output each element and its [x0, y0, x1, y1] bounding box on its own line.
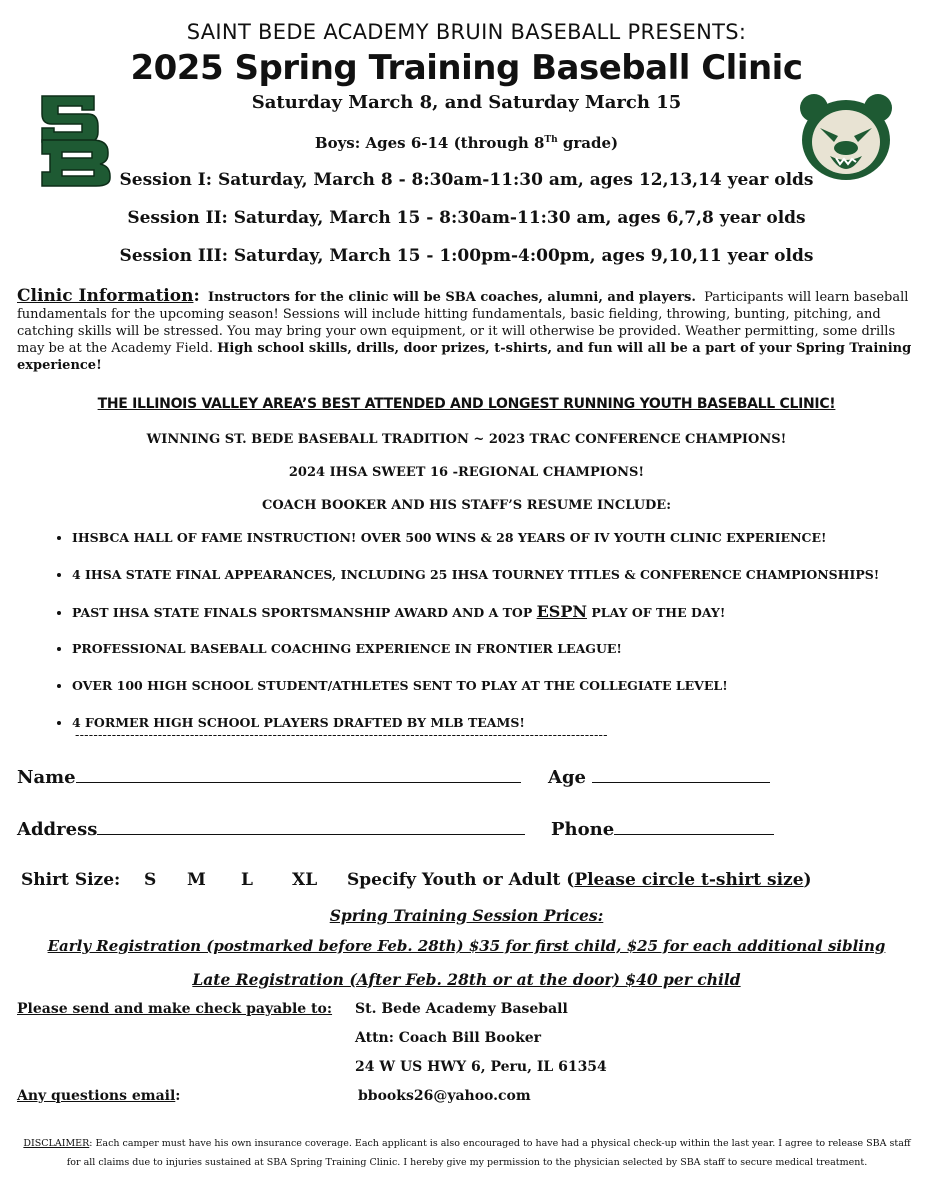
divider: -------------------------------------------------------------------------------------------------------------------- — [75, 728, 608, 743]
late-registration: Late Registration (After Feb. 28th or at the door) $40 per child — [192, 970, 741, 989]
espn-item-before: PAST IHSA STATE FINALS SPORTSMANSHIP AWARD AND A TOP — [72, 605, 537, 620]
list-item: • OVER 100 HIGH SCHOOL STUDENT/ATHLETES SENT TO PLAY AT THE COLLEGIATE LEVEL! — [72, 676, 932, 713]
close-paren: ) — [803, 870, 812, 890]
resume-intro: COACH BOOKER AND HIS STAFF’S RESUME INCLUDE: — [261, 498, 672, 513]
phone-field[interactable] — [551, 818, 774, 840]
questions-text: Any questions email — [17, 1088, 176, 1104]
address-label: Address — [17, 819, 98, 840]
questions-colon: : — [175, 1088, 181, 1104]
specify-text: Specify Youth or Adult ( — [347, 870, 575, 890]
espn-text: ESPN — [536, 602, 587, 621]
list-item — [72, 602, 932, 639]
clinic-info-outro: High school skills, drills, door prizes, t-shirts, and fun will all be a part of your Spring Training experience! — [17, 341, 912, 373]
clinic-info-body: Participants will learn baseball fundamentals for the upcoming season! Sessions will include hitting fundamentals, basic fielding, throwing, bunting, pitching, and catching skills will be stressed. You may bring your own equipment, or it will otherwise be provided. Weather permitting, some drills may be at the Academy Field. — [17, 290, 909, 356]
size-l[interactable]: L — [241, 870, 253, 890]
ihsa-2024-line: 2024 IHSA SWEET 16 -REGIONAL CHAMPIONS! — [288, 465, 645, 480]
age-range-sup: Th — [544, 135, 558, 145]
age-label: Age — [548, 767, 587, 788]
name-line[interactable] — [76, 766, 521, 783]
size-s[interactable]: S — [144, 870, 157, 890]
questions-label — [17, 1088, 180, 1104]
shirt-size-instructions — [347, 870, 812, 890]
disclaimer-text: : Each camper must have his own insurance coverage. Each applicant is also encouraged to have had a physical check-up within the last year. I agree to release SBA staff for all claims due to injuries sustained at SBA Spring Training Clinic. I hereby give my permission to the physician selected by SBA staff to secure medical treatment. — [66, 1138, 911, 1168]
shirt-size-label: Shirt Size: — [21, 870, 121, 890]
phone-line[interactable] — [614, 818, 774, 835]
contact-email[interactable]: bbooks26@yahoo.com — [358, 1088, 531, 1104]
age-field[interactable] — [548, 766, 770, 788]
attn: Attn: Coach Bill Booker — [355, 1030, 542, 1046]
page-title: 2025 Spring Training Baseball Clinic — [130, 48, 803, 88]
age-range-prefix: Boys: Ages 6-14 (through 8 — [314, 134, 545, 152]
age-range — [0, 134, 933, 152]
payable-label: Please send and make check payable to: — [17, 1001, 333, 1017]
disclaimer — [17, 1134, 917, 1172]
clinic-dates: Saturday March 8, and Saturday March 15 — [251, 92, 682, 113]
resume-list — [28, 528, 932, 750]
age-range-suffix: grade) — [557, 134, 619, 152]
address-field[interactable] — [17, 818, 525, 840]
name-field[interactable] — [17, 766, 521, 788]
phone-label: Phone — [551, 819, 615, 840]
clinic-information — [17, 288, 922, 374]
list-item: • 4 IHSA STATE FINAL APPEARANCES, INCLUDING 25 IHSA TOURNEY TITLES & CONFERENCE CHAMPIONSHIPS! — [72, 565, 932, 602]
address-line[interactable] — [97, 818, 525, 835]
circle-text: Please circle t-shirt size — [574, 870, 804, 890]
clinic-info-heading: Clinic Information — [17, 286, 194, 306]
name-label: Name — [17, 767, 76, 788]
payee: St. Bede Academy Baseball — [355, 1001, 568, 1017]
best-attended-banner: THE ILLINOIS VALLEY AREA’S BEST ATTENDED AND LONGEST RUNNING YOUTH BASEBALL CLINIC! — [97, 396, 836, 412]
early-registration: Early Registration (postmarked before Feb. 28th) $35 for first child, $25 for each additional sibling — [47, 937, 886, 955]
list-item: • 4 FORMER HIGH SCHOOL PLAYERS DRAFTED BY MLB TEAMS! — [72, 713, 932, 750]
age-line[interactable] — [592, 766, 770, 783]
session-2: Session II: Saturday, March 15 - 8:30am-11:30 am, ages 6,7,8 year olds — [127, 208, 806, 228]
clinic-info-colon: : — [193, 286, 200, 306]
presents-line: SAINT BEDE ACADEMY BRUIN BASEBALL PRESENTS: — [186, 20, 747, 44]
size-xl[interactable]: XL — [292, 870, 318, 890]
size-m[interactable]: M — [187, 870, 206, 890]
clinic-info-intro: Instructors for the clinic will be SBA coaches, alumni, and players. — [208, 290, 696, 305]
mailing-address: 24 W US HWY 6, Peru, IL 61354 — [355, 1059, 607, 1075]
espn-item-after: PLAY OF THE DAY! — [586, 605, 726, 620]
session-1: Session I: Saturday, March 8 - 8:30am-11:30 am, ages 12,13,14 year olds — [119, 170, 814, 190]
list-item: • PROFESSIONAL BASEBALL COACHING EXPERIENCE IN FRONTIER LEAGUE! — [72, 639, 932, 676]
list-item: • IHSBCA HALL OF FAME INSTRUCTION! OVER 500 WINS & 28 YEARS OF IV YOUTH CLINIC EXPERIENCE! — [72, 528, 932, 565]
tradition-line: WINNING ST. BEDE BASEBALL TRADITION ~ 2023 TRAC CONFERENCE CHAMPIONS! — [146, 432, 787, 447]
disclaimer-label: DISCLAIMER — [23, 1138, 90, 1149]
session-3: Session III: Saturday, March 15 - 1:00pm-4:00pm, ages 9,10,11 year olds — [119, 246, 814, 266]
prices-heading: Spring Training Session Prices: — [329, 906, 604, 925]
